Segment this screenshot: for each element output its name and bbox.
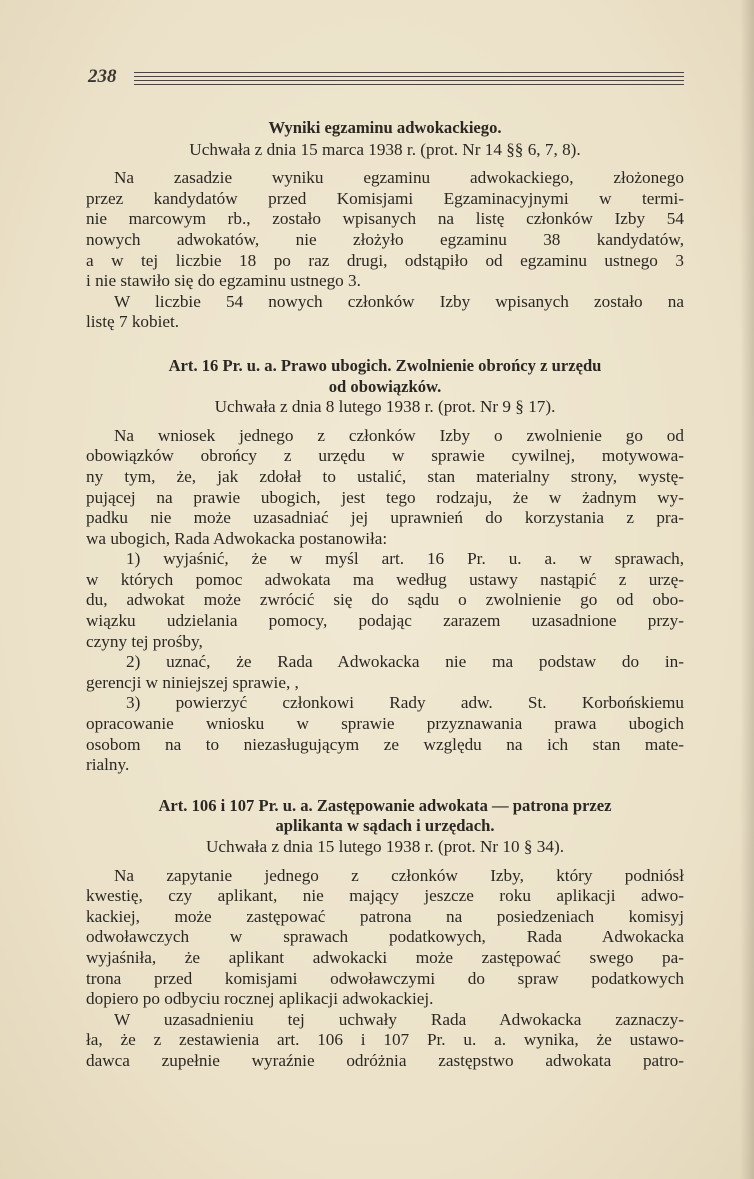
text-line: W liczbie 54 nowych członków Izby wpisanych zostało na <box>114 291 684 311</box>
text-line: a w tej liczbie 18 po raz drugi, odstąpiło od egzaminu ustnego 3 <box>86 250 684 270</box>
text-line: Na zapytanie jednego z członków Izby, który podniósł <box>114 865 684 885</box>
text-line: pującej na prawie ubogich, jest tego rodzaju, że w żadnym wy- <box>86 487 684 507</box>
header-rule <box>134 84 684 85</box>
page-header <box>88 66 684 90</box>
text-line: gerencji w niniejszej sprawie, , <box>86 672 299 692</box>
text-line: i nie stawiło się do egzaminu ustnego 3. <box>86 271 361 291</box>
list-item <box>86 693 684 775</box>
page-body <box>86 118 684 1072</box>
paragraph <box>86 1010 684 1072</box>
header-rule <box>134 80 684 81</box>
header-rule <box>134 76 684 77</box>
list-item <box>86 549 684 652</box>
text-line: kwestię, czy aplikant, nie mający jeszcze roku aplikacji adwo- <box>86 886 684 906</box>
text-line: ny tym, że, jak zdołał to ustalić, stan materialny strony, wystę- <box>86 466 684 486</box>
text-line: osobom na to niezasługującym ze względu na ich stan mate- <box>86 734 684 754</box>
section-substitution <box>86 796 684 1072</box>
text-line: W uzasadnieniu tej uchwały Rada Adwokacka zaznaczy- <box>114 1009 684 1029</box>
section-title: Art. 16 Pr. u. a. Prawo ubogich. Zwolnienie obrońcy z urzędu <box>168 355 602 375</box>
text-line: odwoławczych w sprawach podatkowych, Rada Adwokacka <box>86 927 684 947</box>
section-title-continued: aplikanta w sądach i urzędach. <box>275 816 495 836</box>
text-line: 2) uznać, że Rada Adwokacka nie ma podstaw do in- <box>126 652 684 672</box>
text-line: przez kandydatów przed Komisjami Egzaminacyjnymi w termi- <box>86 188 684 208</box>
text-line: obowiązków obrońcy z urzędu w sprawie cywilnej, motywowa- <box>86 446 684 466</box>
text-line: du, adwokat może zwrócić się do sądu o zwolnienie go od obo- <box>86 590 684 610</box>
paragraph <box>86 168 684 292</box>
text-line: czyny tej prośby, <box>86 631 203 651</box>
text-line: 1) wyjaśnić, że w myśl art. 16 Pr. u. a. w sprawach, <box>126 549 684 569</box>
text-line: wyjaśniła, że aplikant adwokacki może zastępować swego pa- <box>86 947 684 967</box>
text-line: Na wniosek jednego z członków Izby o zwolnienie go od <box>114 425 684 445</box>
text-line: ła, że z zestawienia art. 106 i 107 Pr. u. a. wynika, że ustawo- <box>86 1030 684 1050</box>
resolution-line: Uchwała z dnia 15 lutego 1938 r. (prot. Nr 10 § 34). <box>206 837 564 856</box>
text-line: wiązku udzielania pomocy, podając zarazem uzasadnione przy- <box>86 611 684 631</box>
text-line: 3) powierzyć członkowi Rady adw. St. Korbońskiemu <box>126 693 684 713</box>
section-title-continued: od obowiązków. <box>328 376 442 396</box>
text-line: opracowanie wniosku w sprawie przyznawania prawa ubogich <box>86 714 684 734</box>
text-line: nie marcowym rb., zostało wpisanych na listę członków Izby 54 <box>86 209 684 229</box>
section-poor-law <box>86 356 684 776</box>
list-item <box>86 652 684 693</box>
text-line: trona przed komisjami odwoławczymi do spraw podatkowych <box>86 968 684 988</box>
text-line: padku nie może uzasadniać jej uprawnień do korzystania z pra- <box>86 508 684 528</box>
text-line: nowych adwokatów, nie złożyło egzaminu 38 kandydatów, <box>86 229 684 249</box>
text-line: dawca zupełnie wyraźnie odróżnia zastępstwo adwokata patro- <box>86 1050 684 1070</box>
resolution-line: Uchwała z dnia 15 marca 1938 r. (prot. Nr 14 §§ 6, 7, 8). <box>189 139 581 159</box>
text-line: rialny. <box>86 755 130 775</box>
text-line: dopiero po odbyciu rocznej aplikacji adwokackiej. <box>86 989 434 1009</box>
text-line: listę 7 kobiet. <box>86 312 180 332</box>
page-shadow <box>740 0 754 1179</box>
section-exam-results <box>86 118 684 333</box>
section-title: Wyniki egzaminu adwokackiego. <box>268 118 502 137</box>
page-number: 238 <box>88 66 117 87</box>
text-line: wa ubogich, Rada Adwokacka postanowiła: <box>86 528 388 548</box>
text-line: w których pomoc adwokata ma według ustawy nastąpić z urzę- <box>86 569 684 589</box>
text-line: Na zasadzie wyniku egzaminu adwokackiego, złożonego <box>114 168 684 188</box>
paragraph <box>86 426 684 550</box>
section-title: Art. 106 i 107 Pr. u. a. Zastępowanie adwokata — patrona przez <box>158 795 612 815</box>
resolution-line: Uchwała z dnia 8 lutego 1938 r. (prot. Nr 9 § 17). <box>214 397 556 417</box>
header-rule <box>134 72 684 73</box>
paragraph <box>86 292 684 333</box>
text-line: kackiej, może zastępować patrona na posiedzeniach komisyj <box>86 906 684 926</box>
paragraph <box>86 866 684 1010</box>
